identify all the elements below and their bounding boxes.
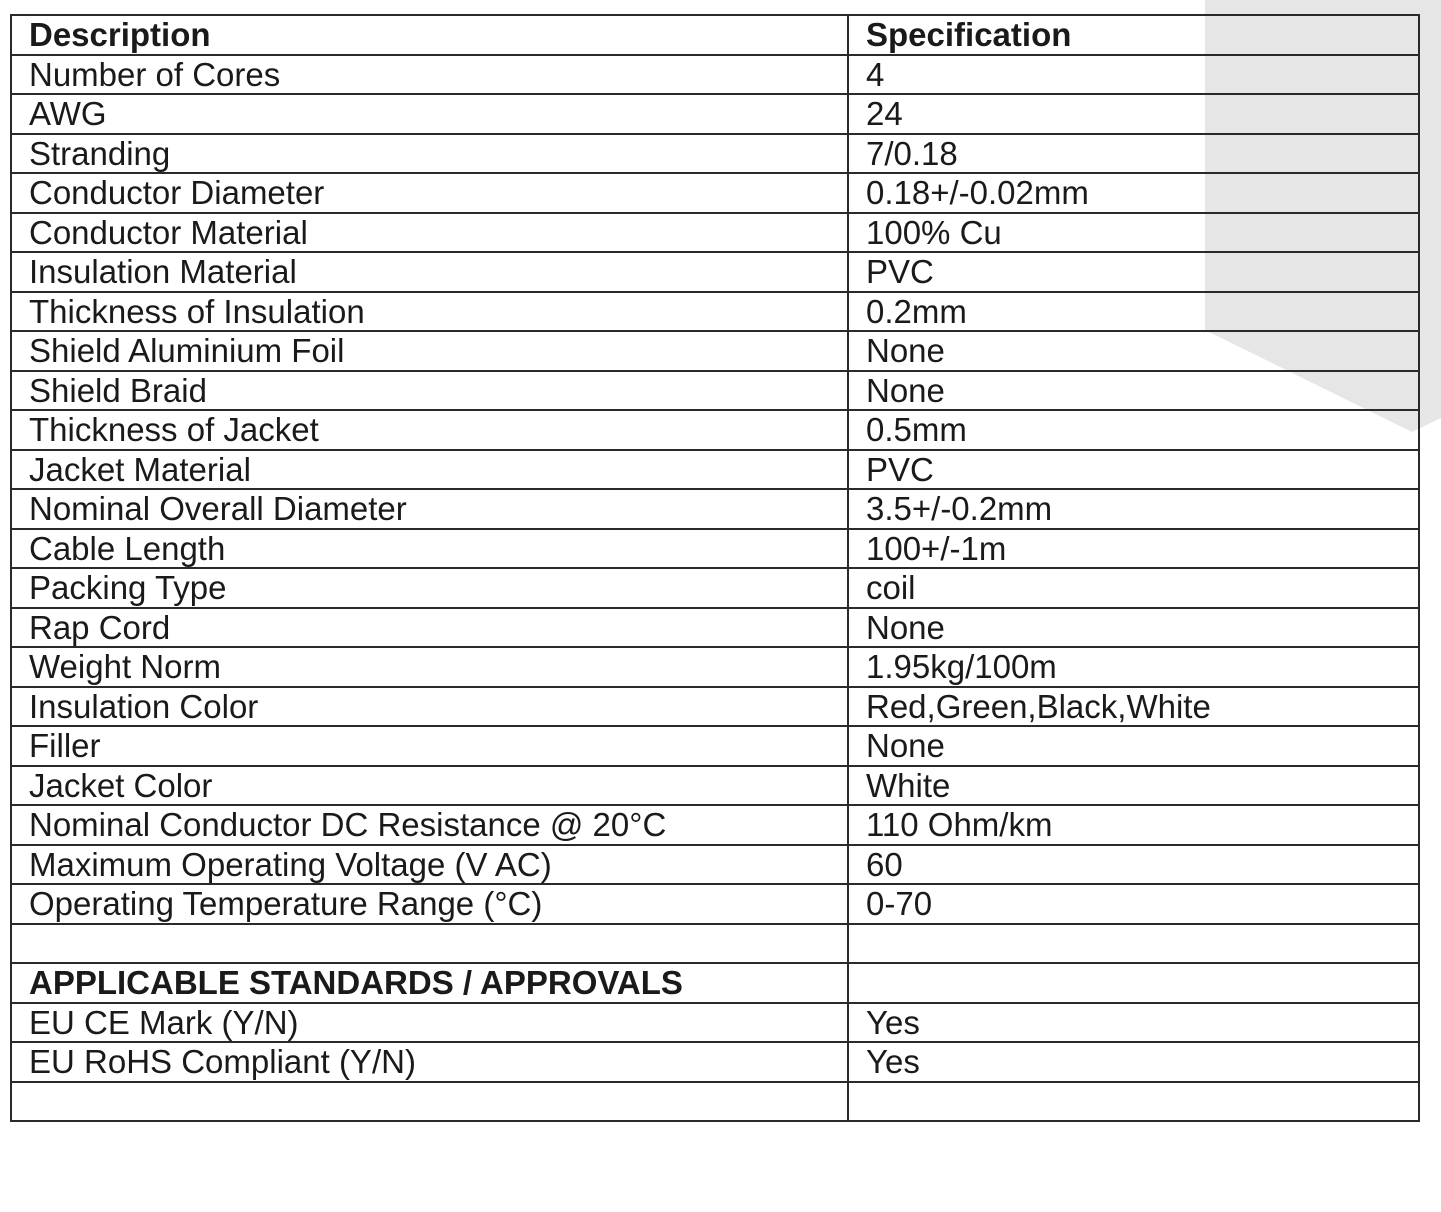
table-row [11, 884, 1419, 924]
table-row [11, 608, 1419, 648]
specification-cell: Yes [848, 1003, 1419, 1043]
specification-cell: 0-70 [848, 884, 1419, 924]
description-cell: EU RoHS Compliant (Y/N) [11, 1042, 848, 1082]
table-row [11, 94, 1419, 134]
description-cell: Shield Braid [11, 371, 848, 411]
table-row [11, 331, 1419, 371]
description-cell: Jacket Color [11, 766, 848, 806]
table-row [11, 371, 1419, 411]
description-cell: Thickness of Jacket [11, 410, 848, 450]
specification-cell: 3.5+/-0.2mm [848, 489, 1419, 529]
description-cell: Insulation Color [11, 687, 848, 727]
table-row [11, 292, 1419, 332]
specification-cell: Red,Green,Black,White [848, 687, 1419, 727]
specification-cell: 110 Ohm/km [848, 805, 1419, 845]
description-cell: Filler [11, 726, 848, 766]
specification-cell: 1.95kg/100m [848, 647, 1419, 687]
description-cell: Cable Length [11, 529, 848, 569]
table-row [11, 1003, 1419, 1043]
description-cell: Operating Temperature Range (°C) [11, 884, 848, 924]
description-cell: Insulation Material [11, 252, 848, 292]
table-row [11, 1042, 1419, 1082]
specification-cell: White [848, 766, 1419, 806]
description-cell: EU CE Mark (Y/N) [11, 1003, 848, 1043]
table-header-row [11, 15, 1419, 55]
specification-cell: 100% Cu [848, 213, 1419, 253]
description-cell [11, 924, 848, 964]
table-row [11, 766, 1419, 806]
description-cell: Nominal Overall Diameter [11, 489, 848, 529]
table-row [11, 805, 1419, 845]
specification-cell: 7/0.18 [848, 134, 1419, 174]
table-row [11, 963, 1419, 1003]
description-cell: Number of Cores [11, 55, 848, 95]
specification-cell: PVC [848, 450, 1419, 490]
description-cell: Conductor Diameter [11, 173, 848, 213]
specification-cell: 0.5mm [848, 410, 1419, 450]
specification-cell: 24 [848, 94, 1419, 134]
table-row [11, 687, 1419, 727]
table-row [11, 134, 1419, 174]
table-row [11, 213, 1419, 253]
specification-cell: PVC [848, 252, 1419, 292]
description-cell: Jacket Material [11, 450, 848, 490]
table-row [11, 529, 1419, 569]
section-heading: APPLICABLE STANDARDS / APPROVALS [11, 963, 848, 1003]
table-row [11, 845, 1419, 885]
description-cell: Nominal Conductor DC Resistance @ 20°C [11, 805, 848, 845]
table-row [11, 489, 1419, 529]
table-row [11, 450, 1419, 490]
spec-table [10, 14, 1420, 1122]
header-description: Description [11, 15, 848, 55]
description-cell: Weight Norm [11, 647, 848, 687]
specification-cell: None [848, 331, 1419, 371]
specification-cell: Yes [848, 1042, 1419, 1082]
table-row [11, 726, 1419, 766]
specification-cell: 60 [848, 845, 1419, 885]
specification-cell: coil [848, 568, 1419, 608]
description-cell: Maximum Operating Voltage (V AC) [11, 845, 848, 885]
description-cell: AWG [11, 94, 848, 134]
specification-cell: None [848, 371, 1419, 411]
description-cell: Shield Aluminium Foil [11, 331, 848, 371]
specification-cell: None [848, 726, 1419, 766]
description-cell: Stranding [11, 134, 848, 174]
description-cell: Conductor Material [11, 213, 848, 253]
description-cell: Rap Cord [11, 608, 848, 648]
table-row [11, 647, 1419, 687]
table-row [11, 1082, 1419, 1122]
header-specification: Specification [848, 15, 1419, 55]
specification-cell: 0.18+/-0.02mm [848, 173, 1419, 213]
specification-cell: 0.2mm [848, 292, 1419, 332]
description-cell [11, 1082, 848, 1122]
table-row [11, 55, 1419, 95]
description-cell: Thickness of Insulation [11, 292, 848, 332]
specification-cell [848, 1082, 1419, 1122]
table-row [11, 252, 1419, 292]
table-row [11, 568, 1419, 608]
description-cell: Packing Type [11, 568, 848, 608]
table-row [11, 173, 1419, 213]
specification-cell [848, 963, 1419, 1003]
table-row [11, 410, 1419, 450]
table-row [11, 924, 1419, 964]
specification-cell: 4 [848, 55, 1419, 95]
specification-cell [848, 924, 1419, 964]
specification-cell: None [848, 608, 1419, 648]
specification-cell: 100+/-1m [848, 529, 1419, 569]
